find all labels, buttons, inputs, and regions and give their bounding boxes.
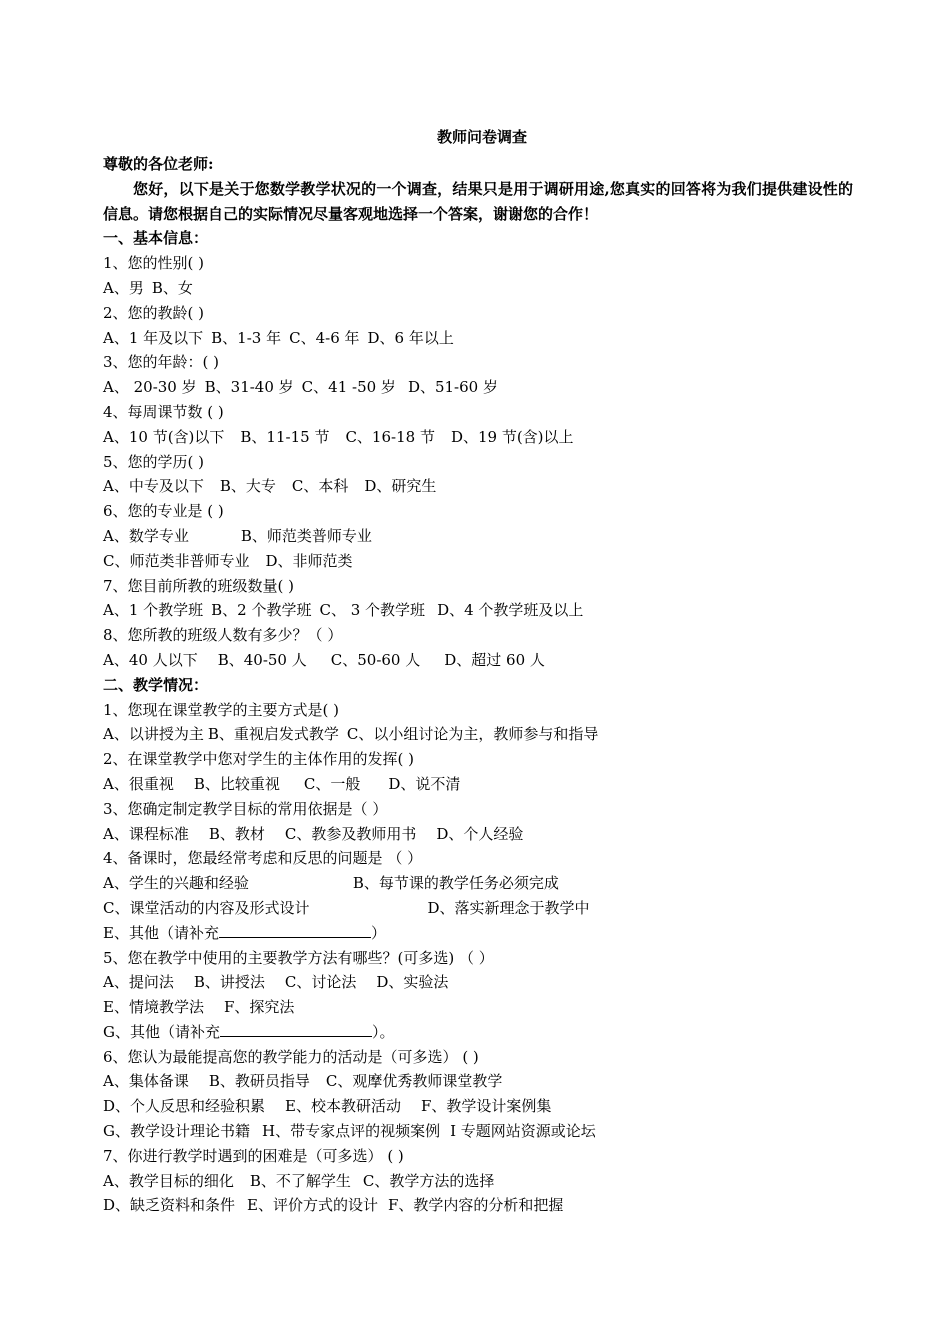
option: E、评价方式的设计 bbox=[247, 1196, 378, 1215]
s2-q7-options-row1 bbox=[103, 1169, 853, 1194]
option: B、2 个教学班 bbox=[211, 601, 312, 620]
s2-q3-text: 3、您确定制定教学目标的常用依据是（ ） bbox=[103, 799, 388, 818]
s2-q4-options-row3 bbox=[103, 921, 853, 946]
section2-heading: 二、教学情况： bbox=[103, 675, 209, 694]
s1-q1-options bbox=[103, 276, 853, 301]
option: C、50-60 人 bbox=[330, 650, 421, 669]
option: B、教研员指导 bbox=[208, 1072, 310, 1091]
s2-q7-options-row2 bbox=[103, 1193, 853, 1218]
option: B、31-40 岁 bbox=[204, 378, 294, 397]
option: C、一般 bbox=[303, 774, 361, 793]
option: E、其他（请补充 bbox=[103, 923, 219, 942]
option: D、超过 60 人 bbox=[444, 650, 545, 669]
option: D、4 个教学班及以上 bbox=[437, 601, 584, 620]
option: A、40 人以下 bbox=[103, 650, 198, 669]
s2-q4-text: 4、备课时，您最经常考虑和反思的问题是 （ ） bbox=[103, 849, 423, 868]
option: A、教学目标的细化 bbox=[103, 1171, 234, 1190]
option: C、教学方法的选择 bbox=[362, 1171, 495, 1190]
option: B、40-50 人 bbox=[217, 650, 307, 669]
fill-in-blank[interactable] bbox=[219, 921, 371, 938]
option: B、师范类普师专业 bbox=[240, 526, 372, 545]
option: D、19 节(含)以上 bbox=[450, 427, 574, 446]
option: B、女 bbox=[151, 278, 193, 297]
option: A、1 年及以下 bbox=[103, 328, 204, 347]
s1-q2-text: 2、您的教龄( ) bbox=[103, 303, 205, 322]
fill-in-blank[interactable] bbox=[220, 1020, 372, 1037]
s2-q6-options-row1 bbox=[103, 1069, 853, 1094]
intro-paragraph: 您好，以下是关于您数学教学状况的一个调查，结果只是用于调研用途,您真实的回答将为我们提供建设性的信息。请您根据自己的实际情况尽量客观地选择一个答案，谢谢您的合作！ bbox=[103, 179, 853, 223]
s2-q3-options bbox=[103, 822, 853, 847]
option: B、大专 bbox=[219, 477, 276, 496]
option: A、以讲授为主 bbox=[103, 725, 204, 744]
option: A、1 个教学班 bbox=[103, 601, 204, 620]
s1-q1-text: 1、您的性别( ) bbox=[103, 254, 205, 273]
s2-q4-options-row1 bbox=[103, 871, 853, 896]
s1-q7-text: 7、您目前所教的班级数量( ) bbox=[103, 576, 295, 595]
option: D、缺乏资料和条件 bbox=[103, 1196, 236, 1215]
option: B、比较重视 bbox=[193, 774, 280, 793]
option: A、数学专业 bbox=[103, 526, 189, 545]
s1-q5-options bbox=[103, 474, 853, 499]
s1-q8-text: 8、您所教的班级人数有多少？（ ） bbox=[103, 626, 343, 645]
option: A、提问法 bbox=[103, 973, 174, 992]
s2-q5-text: 5、您在教学中使用的主要教学方法有哪些？(可多选) （ ） bbox=[103, 948, 494, 967]
option: D、研究生 bbox=[364, 477, 437, 496]
option: A、男 bbox=[103, 278, 144, 297]
option: D、个人反思和经验积累 bbox=[103, 1097, 266, 1116]
option: C、 3 个教学班 bbox=[319, 601, 426, 620]
option: F、教学设计案例集 bbox=[420, 1097, 552, 1116]
greeting: 尊敬的各位老师: bbox=[103, 155, 214, 173]
option: G、教学设计理论书籍 bbox=[103, 1122, 250, 1141]
option: F、教学内容的分析和把握 bbox=[387, 1196, 564, 1215]
option: C、课堂活动的内容及形式设计 bbox=[103, 898, 310, 917]
option: A、 20-30 岁 bbox=[103, 378, 197, 397]
option: A、课程标准 bbox=[103, 824, 189, 843]
option: I 专题网站资源或论坛 bbox=[450, 1122, 596, 1141]
s2-q2-text: 2、在课堂教学中您对学生的主体作用的发挥( ) bbox=[103, 750, 415, 769]
option: ）。 bbox=[371, 1022, 395, 1041]
option: D、个人经验 bbox=[436, 824, 524, 843]
option: C、本科 bbox=[291, 477, 349, 496]
option: C、16-18 节 bbox=[345, 427, 435, 446]
page-title: 教师问卷调查 bbox=[436, 128, 527, 146]
option: C、4-6 年 bbox=[289, 328, 360, 347]
s2-q1-options bbox=[103, 722, 853, 747]
option: D、落实新理念于教学中 bbox=[427, 898, 590, 917]
s1-q4-text: 4、每周课节数 ( ) bbox=[103, 402, 224, 421]
option: D、非师范类 bbox=[265, 551, 353, 570]
option: A、10 节(含)以下 bbox=[103, 427, 225, 446]
s2-q5-options-row2 bbox=[103, 995, 853, 1020]
option: D、51-60 岁 bbox=[407, 378, 498, 397]
option: D、6 年以上 bbox=[367, 328, 454, 347]
s1-q6-options-row1 bbox=[103, 524, 853, 549]
s1-q2-options bbox=[103, 326, 853, 351]
s2-q6-text: 6、您认为最能提高您的教学能力的活动是（可多选） ( ) bbox=[103, 1047, 479, 1066]
option: D、说不清 bbox=[388, 774, 461, 793]
s1-q3-text: 3、您的年龄：( ) bbox=[103, 353, 220, 372]
s1-q8-options bbox=[103, 648, 853, 673]
option: C、41 -50 岁 bbox=[301, 378, 396, 397]
option: B、1-3 年 bbox=[211, 328, 282, 347]
section1-heading: 一、基本信息： bbox=[103, 229, 209, 248]
option: E、校本教研活动 bbox=[285, 1097, 401, 1116]
option: A、中专及以下 bbox=[103, 477, 204, 496]
s1-q6-text: 6、您的专业是 ( ) bbox=[103, 502, 224, 521]
option: B、11-15 节 bbox=[240, 427, 330, 446]
option: B、讲授法 bbox=[193, 973, 265, 992]
document-page bbox=[103, 122, 853, 1218]
option: F、探究法 bbox=[223, 998, 295, 1017]
s1-q7-options bbox=[103, 598, 853, 623]
s1-q3-options bbox=[103, 375, 853, 400]
option: H、带专家点评的视频案例 bbox=[261, 1122, 441, 1141]
s2-q6-options-row3 bbox=[103, 1119, 853, 1144]
s2-q5-options-row3 bbox=[103, 1020, 853, 1045]
option: C、以小组讨论为主，教师参与和指导 bbox=[346, 725, 599, 744]
option: E、情境教学法 bbox=[103, 998, 204, 1017]
option: D、实验法 bbox=[376, 973, 449, 992]
option: B、教材 bbox=[208, 824, 265, 843]
option: ） bbox=[370, 923, 386, 942]
option: B、重视启发式教学 bbox=[207, 725, 339, 744]
option: C、讨论法 bbox=[284, 973, 357, 992]
option: C、师范类非普师专业 bbox=[103, 551, 250, 570]
s2-q4-options-row2 bbox=[103, 896, 853, 921]
s2-q2-options bbox=[103, 772, 853, 797]
option: G、其他（请补充 bbox=[103, 1022, 220, 1041]
s2-q6-options-row2 bbox=[103, 1094, 853, 1119]
option: C、教参及教师用书 bbox=[284, 824, 417, 843]
s1-q5-text: 5、您的学历( ) bbox=[103, 452, 205, 471]
s2-q1-text: 1、您现在课堂教学的主要方式是( ) bbox=[103, 700, 340, 719]
option: B、不了解学生 bbox=[249, 1171, 351, 1190]
option: C、观摩优秀教师课堂教学 bbox=[325, 1072, 503, 1091]
option: A、集体备课 bbox=[103, 1072, 189, 1091]
option: B、每节课的教学任务必须完成 bbox=[352, 874, 559, 893]
s1-q4-options bbox=[103, 425, 853, 450]
option: A、学生的兴趣和经验 bbox=[103, 874, 249, 893]
s1-q6-options-row2 bbox=[103, 549, 853, 574]
option: A、很重视 bbox=[103, 774, 174, 793]
s2-q7-text: 7、你进行教学时遇到的困难是（可多选） ( ) bbox=[103, 1146, 404, 1165]
s2-q5-options-row1 bbox=[103, 970, 853, 995]
